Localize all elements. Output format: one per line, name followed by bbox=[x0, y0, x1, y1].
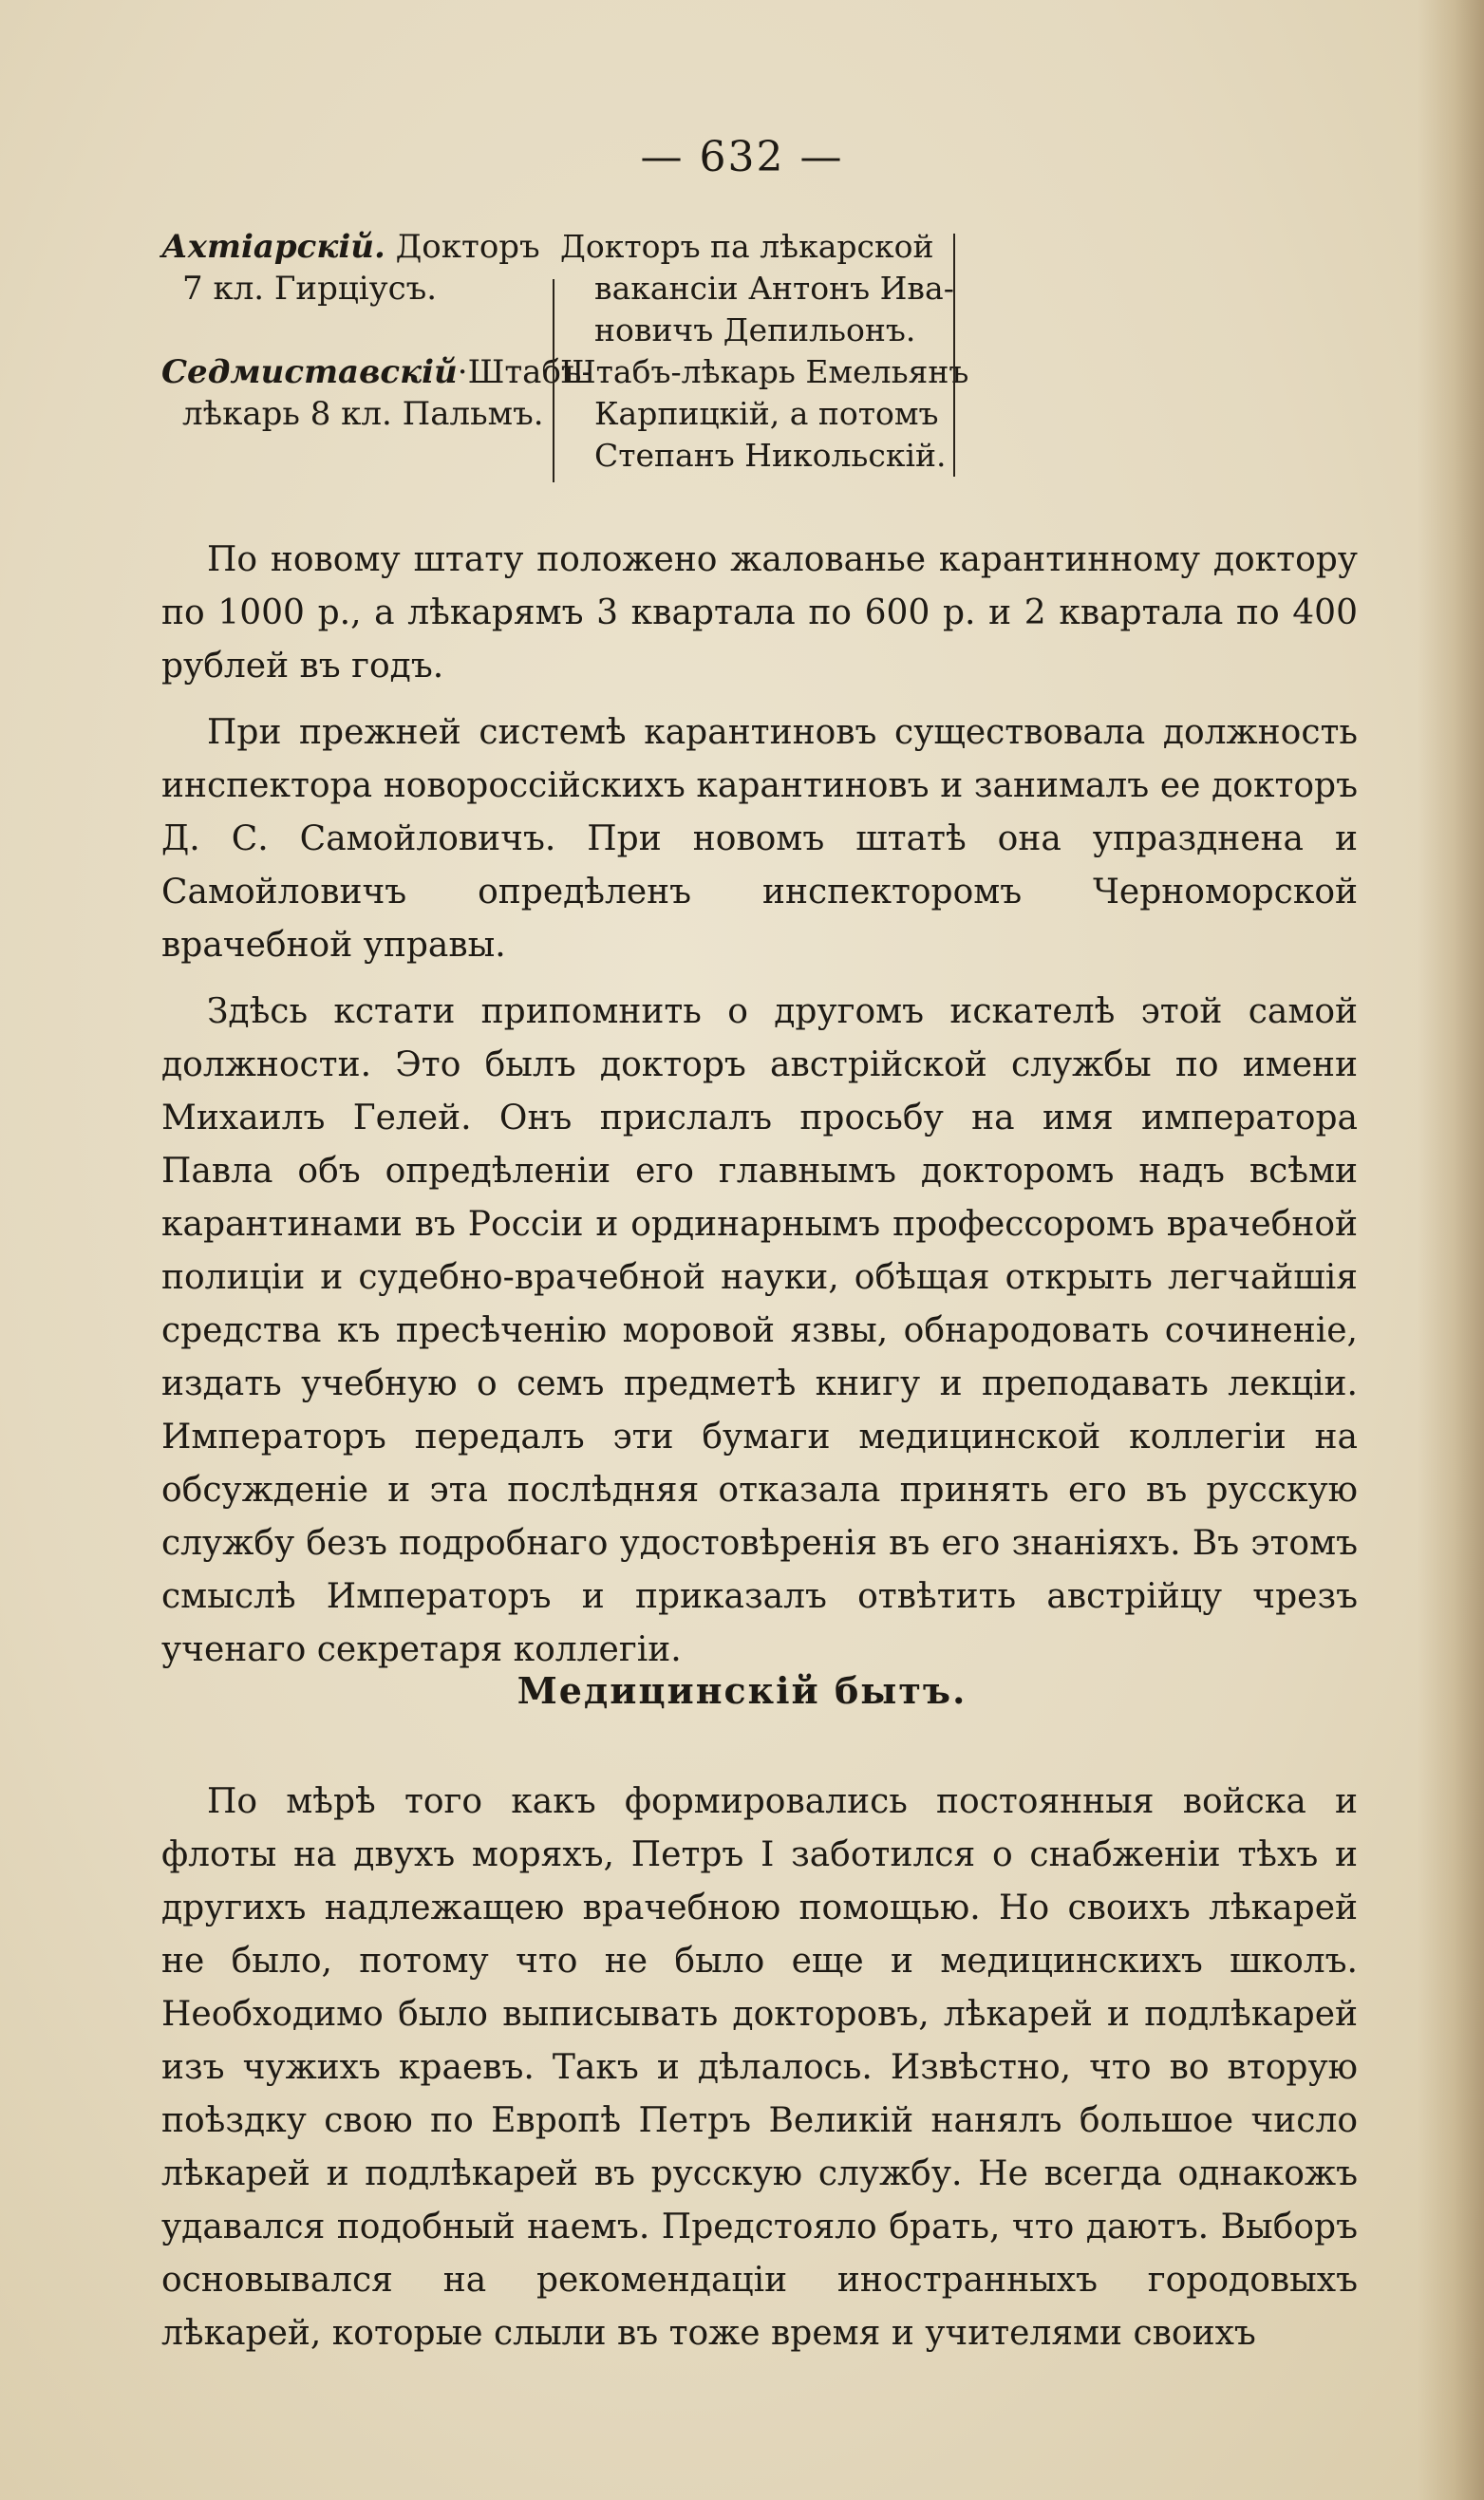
new-staff-column bbox=[560, 226, 969, 477]
column-divider bbox=[553, 279, 554, 482]
new-staff-line: Докторъ па лѣкарской bbox=[560, 228, 934, 265]
paragraph: При прежней системѣ карантиновъ существовала должность инспектора новороссійскихъ карантиновъ и занималъ ее докторъ Д. С. Самойловичъ. При новомъ штатѣ она упразднена и Самойловичъ опредѣленъ инспекторомъ Черноморской врачебной управы. bbox=[161, 713, 1358, 965]
table-row bbox=[161, 351, 593, 435]
quarantine-staff-table bbox=[161, 226, 969, 492]
page-number: — 632 — bbox=[640, 133, 844, 181]
district-name: Седмиставскій bbox=[161, 353, 458, 391]
new-staff-line: Штабъ-лѣкарь Емельянъ bbox=[560, 353, 969, 390]
main-text bbox=[161, 534, 1358, 1690]
district-name: Ахтіарскій. bbox=[161, 228, 385, 266]
paragraph: Здѣсь кстати припомнить о другомъ искателѣ этой самой должности. Это былъ докторъ австрійской службы по имени Михаилъ Гелей. Онъ прислалъ просьбу на имя императора Павла объ опредѣленіи его главнымъ докторомъ надъ всѣми карантинами въ Россіи и ординарнымъ профессоромъ врачебной полиціи и судебно-врачебной науки, обѣщая открыть легчайшія средства къ пресѣченію моровой язвы, обнародовать сочиненіе, издать учебную о семъ предметѣ книгу и преподавать лекціи. Императоръ передалъ эти бумаги медицинской коллегіи на обсужденіе и эта послѣдняя отказала принять его въ русскую службу безъ подробнаго удостовѣренія въ его знаніяхъ. Въ этомъ смыслѣ Императоръ и приказалъ отвѣтить австрійцу чрезъ ученаго секретаря коллегіи. bbox=[161, 992, 1358, 1669]
section-text bbox=[161, 1776, 1358, 2360]
new-staff-line: Карпицкій, а потомъ bbox=[594, 395, 939, 432]
old-staff-name: лѣкарь 8 кл. Пальмъ. bbox=[182, 395, 544, 433]
paragraph: По новому штату положено жалованье карантинному доктору по 1000 р., а лѣкарямъ 3 квартала по 600 р. и 2 квартала по 400 рублей въ годъ. bbox=[161, 540, 1358, 686]
table-row bbox=[161, 226, 551, 310]
table-right-rule bbox=[953, 234, 955, 477]
new-staff-line: вакансіи Антонъ Ива- bbox=[594, 270, 954, 307]
page-edge-shadow bbox=[1418, 0, 1484, 2500]
paragraph: По мѣрѣ того какъ формировались постоянныя войска и флоты на двухъ моряхъ, Петръ I заботился о снабженіи тѣхъ и другихъ надлежащею врачебною помощью. Но своихъ лѣкарей не было, потому что не было еще и медицинскихъ школъ. Необходимо было выписывать докторовъ, лѣкарей и подлѣкарей изъ чужихъ краевъ. Такъ и дѣлалось. Извѣстно, что во вторую поѣздку свою по Европѣ Петръ Великій нанялъ большое число лѣкарей и подлѣкарей въ русскую службу. Не всегда однакожъ удавался подобный наемъ. Предстояло брать, что даютъ. Выборъ основывался на рекомендаціи иностранныхъ городовыхъ лѣкарей, которые слыли въ тоже время и учителями своихъ bbox=[161, 1782, 1358, 2353]
section-heading: Медицинскій бытъ. bbox=[517, 1669, 967, 1712]
old-staff-title: Докторъ bbox=[385, 228, 540, 266]
old-staff-title: ·Штабъ- bbox=[457, 353, 593, 391]
old-staff-name: 7 кл. Гирціусъ. bbox=[182, 270, 438, 308]
new-staff-line: Степанъ Никольскій. bbox=[594, 437, 947, 474]
new-staff-line: новичъ Депильонъ. bbox=[594, 311, 916, 348]
district-column bbox=[161, 226, 593, 435]
